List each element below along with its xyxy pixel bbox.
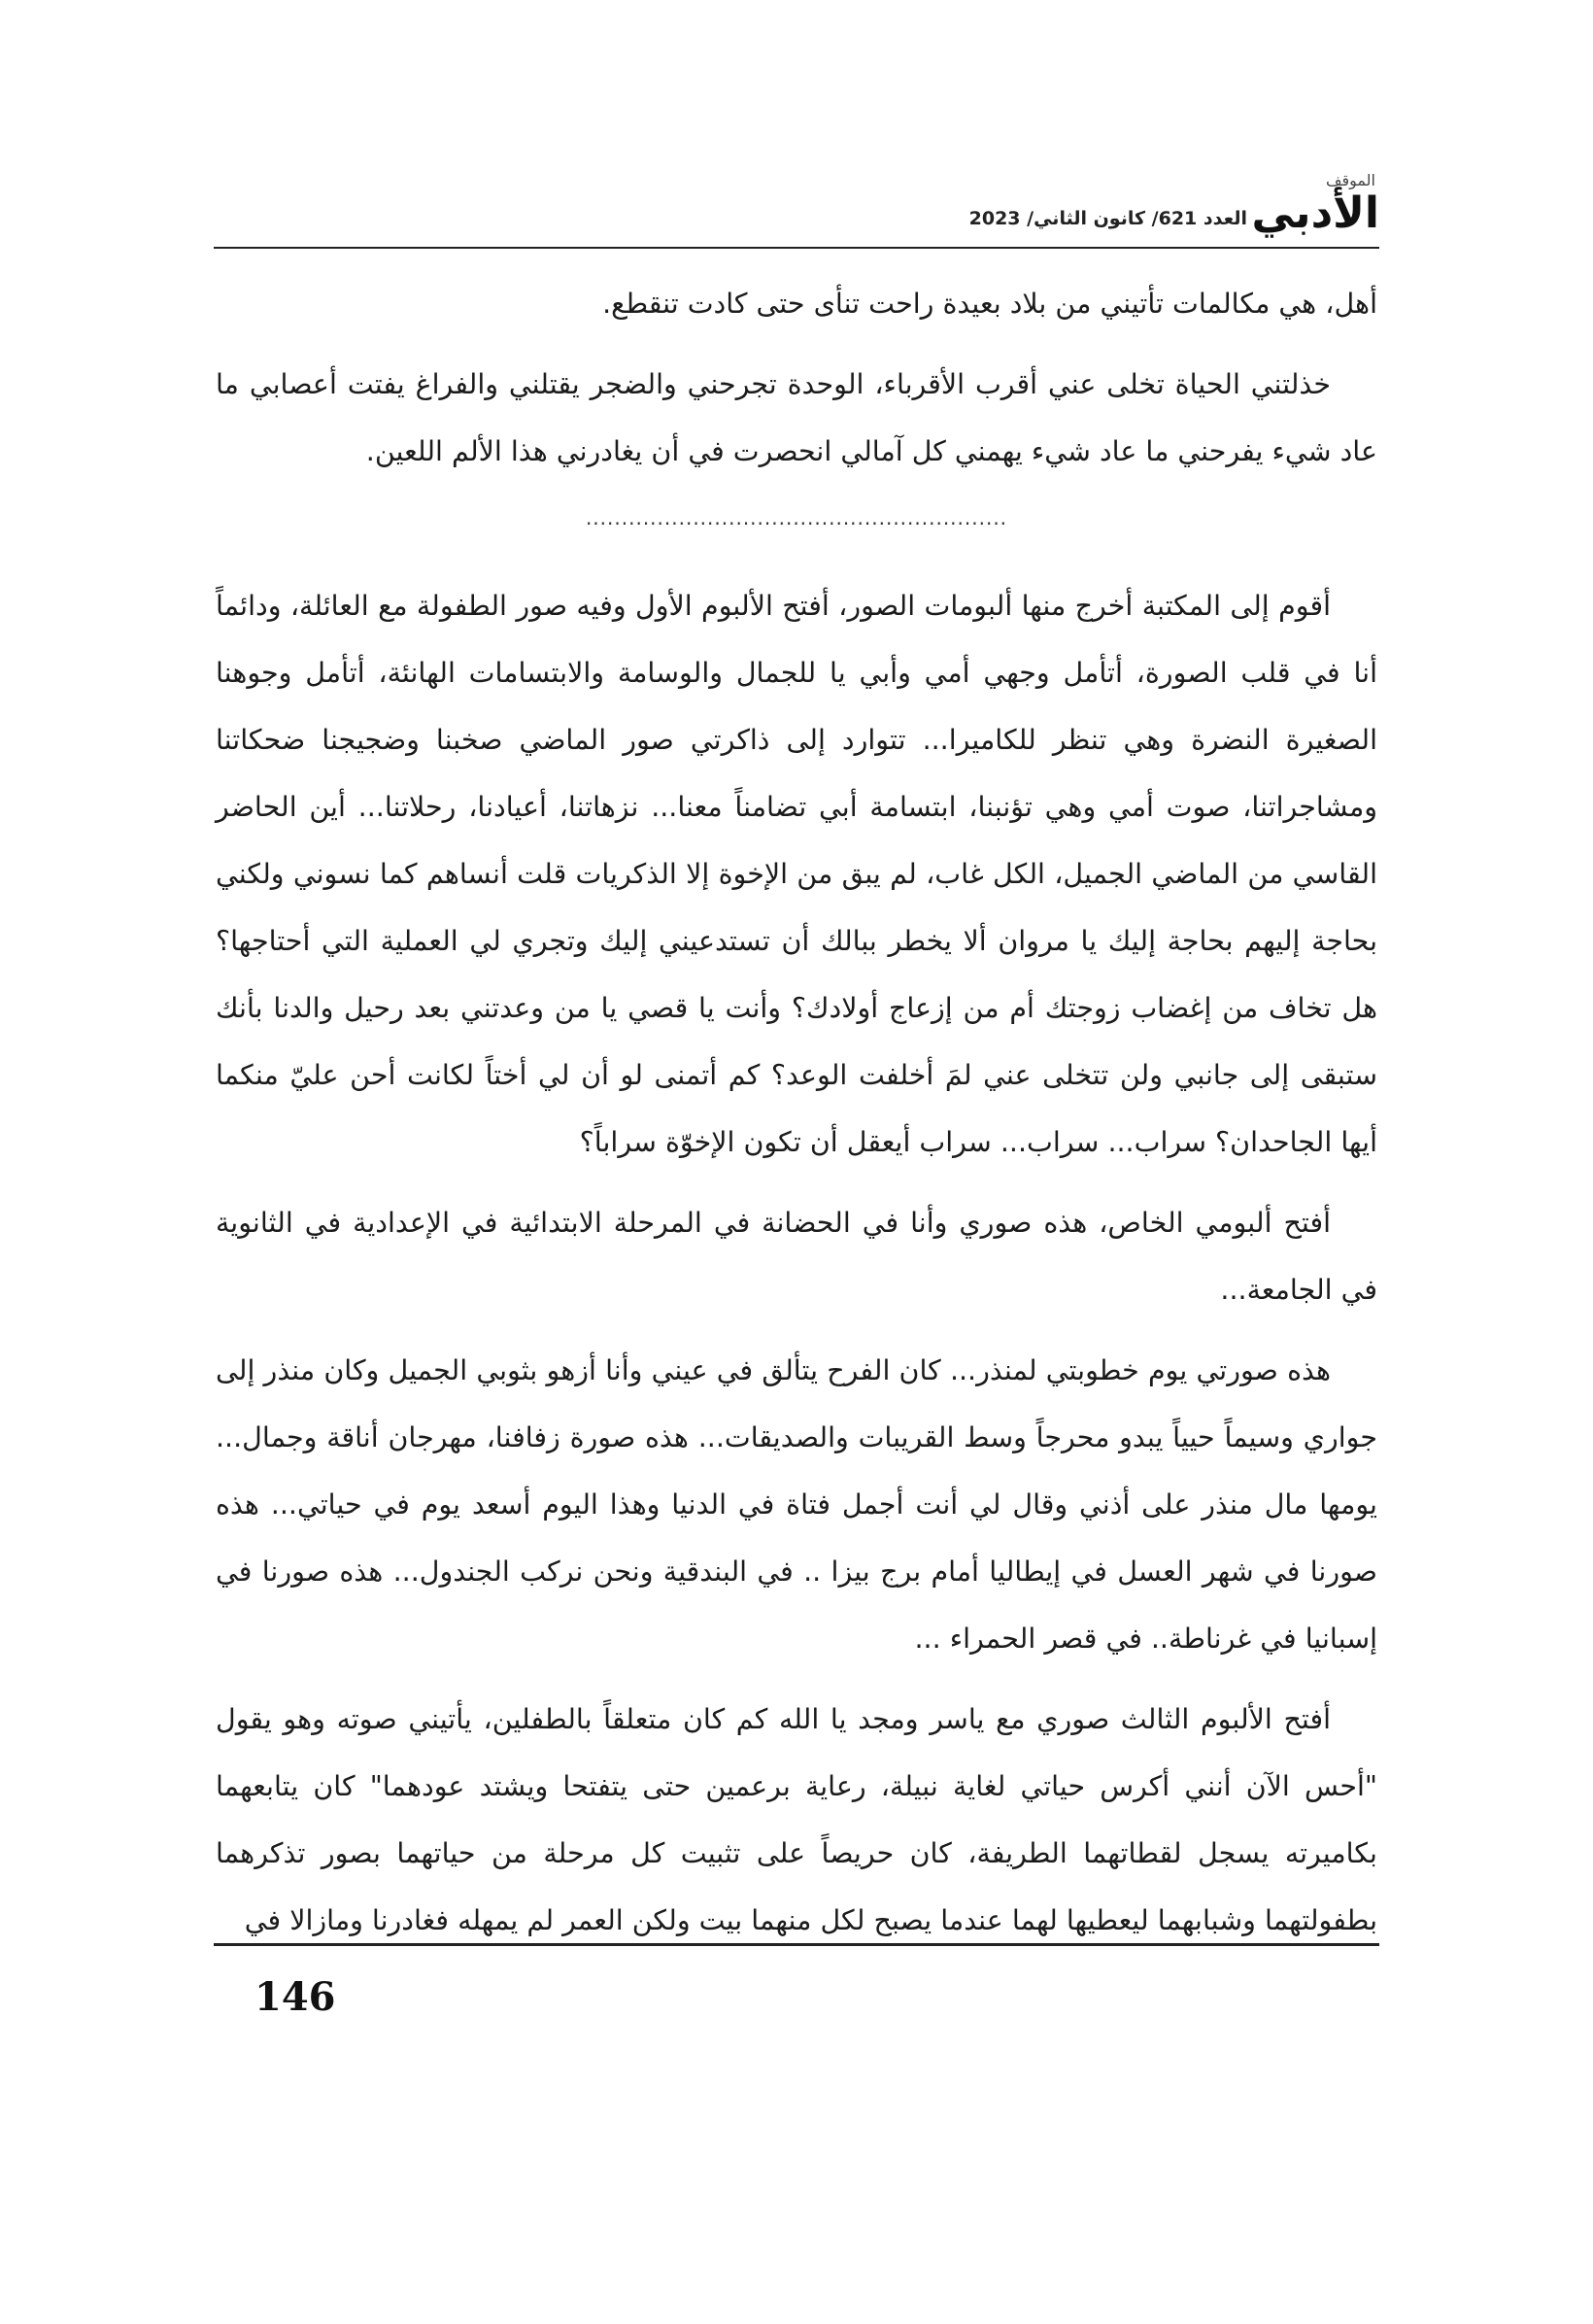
paragraph-4: أفتح ألبومي الخاص، هذه صوري وأنا في الحضانة في المرحلة الابتدائية في الإعدادية في الثانوية في الجامعة... bbox=[216, 1207, 1377, 1306]
paragraph-6: أفتح الألبوم الثالث صوري مع ياسر ومجد يا الله كم كان متعلقاً بالطفلين، يأتيني صوته وهو يقول "أحس الآن أنني أكرس حياتي لغاية نبيلة، رعاية برعمين حتى يتفتحا ويشتد عودهما" كان يتابعهما بكاميرته يسجل لقطاتهما الطريفة، كان حريصاً على تثبيت كل مرحلة من حياتهما بصور تذكرهما بطفولتهما وشبابهما ليعطيها لهما عندما يصبح لكل منهما بيت ولكن العمر لم يمهله فغادرنا ومازالا في bbox=[216, 1703, 1377, 1936]
article-body bbox=[216, 270, 1377, 1967]
page-number: 146 bbox=[254, 1974, 336, 2020]
paragraph-1: أهل، هي مكالمات تأتيني من بلاد بعيدة راحت تنأى حتى كادت تنقطع. bbox=[602, 288, 1377, 320]
page-header bbox=[214, 171, 1379, 251]
paragraph-2: خذلتني الحياة تخلى عني أقرب الأقرباء، الوحدة تجرحني والضجر يقتلني والفراغ يفتت أعصابي ما عاد شيء يفرحني ما عاد شيء يهمني كل آمالي انحصرت في أن يغادرني هذا الألم اللعين. bbox=[216, 368, 1377, 467]
logo-main-text: الأدبي bbox=[1251, 188, 1379, 238]
issue-line: العدد 621/ كانون الثاني/ 2023 bbox=[968, 208, 1247, 229]
logo-top-text: الموقف bbox=[1325, 171, 1375, 189]
header-rule bbox=[214, 247, 1379, 249]
paragraph-3: أقوم إلى المكتبة أخرج منها ألبومات الصور، أفتح الألبوم الأول وفيه صور الطفولة مع العائلة، ودائماً أنا في قلب الصورة، أتأمل وجهي أمي وأبي يا للجمال والوسامة والابتسامات الهانئة، أتأمل وجوهنا الصغيرة النضرة وهي تنظر للكاميرا... تتوارد إلى ذاكرتي صور الماضي صخبنا وضجيجنا ضحكاتنا ومشاجراتنا، صوت أمي وهي تؤنبنا، ابتسامة أبي تضامناً معنا... نزهاتنا، أعيادنا، رحلاتنا... أين الحاضر القاسي من الماضي الجميل، الكل غاب، لم يبق من الإخوة إلا الذكريات قلت أنساهم كما نسوني ولكني بحاجة إليهم بحاجة إليك يا مروان ألا يخطر ببالك أن تستدعيني إليك وتجري لي العملية التي أحتاجها؟ هل تخاف من إغضاب زوجتك أم من إزعاج أولادك؟ وأنت يا قصي يا من وعدتني بعد رحيل والدنا بأنك ستبقى إلى جانبي ولن تتخلى عني لمَ أخلفت الوعد؟ كم أتمنى لو أن لي أختاً لكانت أحن عليّ منكما أيها الجاحدان؟ سراب... سراب... سراب أيعقل أن تكون الإخوّة سراباً؟ bbox=[216, 590, 1377, 1158]
section-separator: ........................................................... bbox=[585, 506, 1008, 530]
footer-rule bbox=[214, 1943, 1379, 1946]
paragraph-5: هذه صورتي يوم خطوبتي لمنذر... كان الفرح يتألق في عيني وأنا أزهو بثوبي الجميل وكان منذر إلى جواري وسيماً حيياً يبدو محرجاً وسط القريبات والصديقات... هذه صورة زفافنا، مهرجان أناقة وجمال... يومها مال منذر على أذني وقال لي أنت أجمل فتاة في الدنيا وهذا اليوم أسعد يوم في حياتي... هذه صورنا في شهر العسل في إيطاليا أمام برج بيزا .. في البندقية ونحن نركب الجندول... هذه صورنا في إسبانيا في غرناطة.. في قصر الحمراء ... bbox=[216, 1354, 1377, 1655]
magazine-logo bbox=[1251, 171, 1379, 249]
